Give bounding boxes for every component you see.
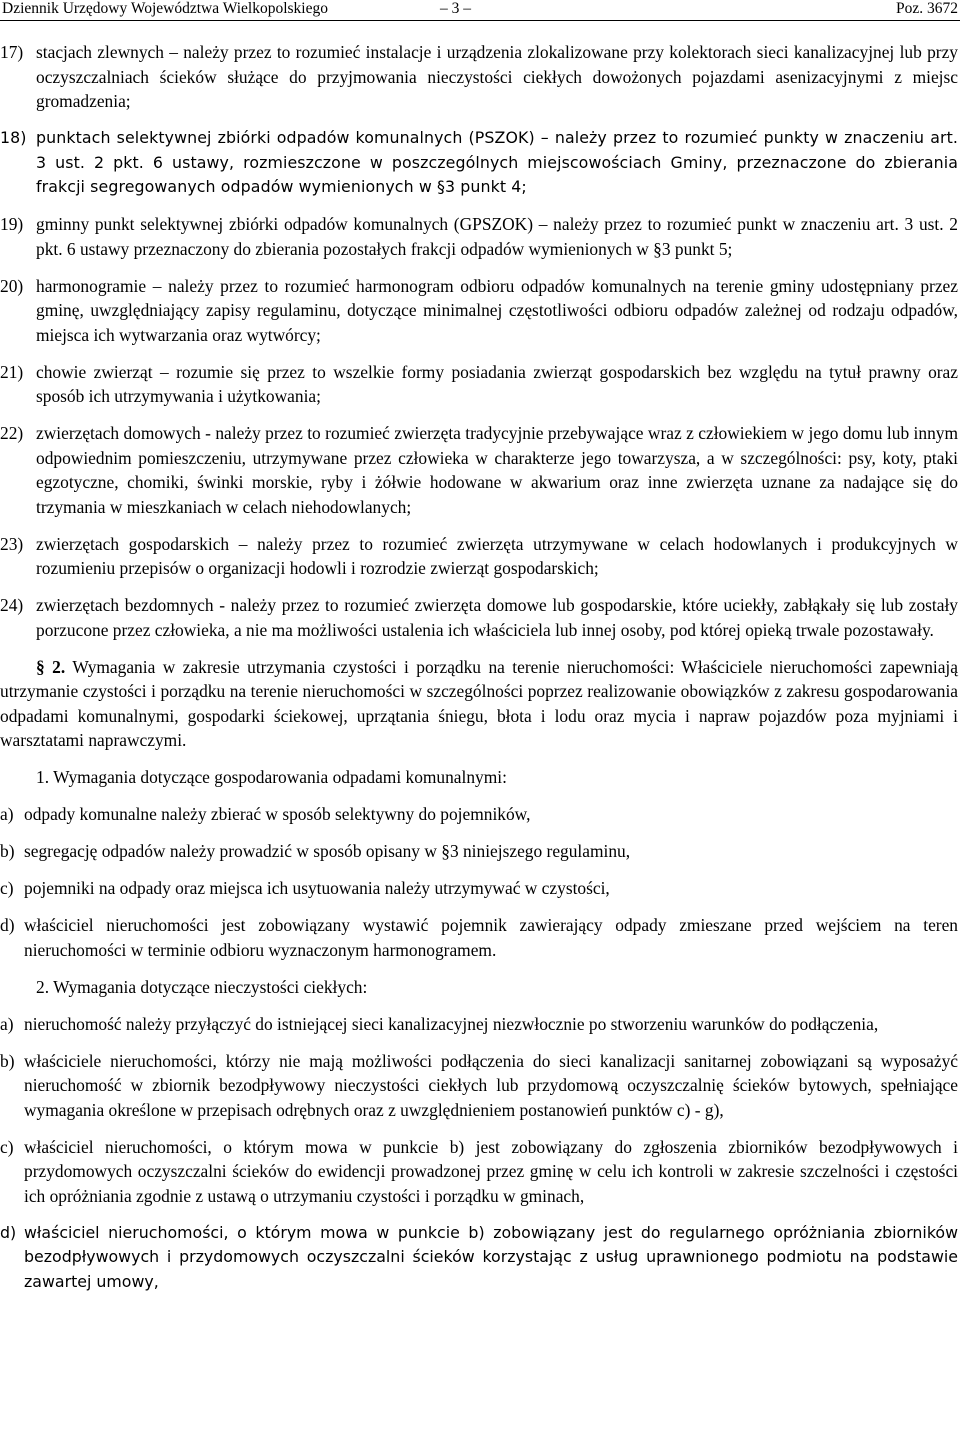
item-letter: c) [0,1136,14,1157]
definition-item-20 [0,274,958,348]
item-text: właściciele nieruchomości, którzy nie mają możliwości podłączenia do sieci kanalizacji sanitarnej zobowiązani są wyposażyć nieruchomość w zbiornik bezodpływowy nieczystości ciekłych lub przydomową oczyszczalnię ścieków bytowych, spełniające wymagania określone w przepisach odrębnych oraz z uwzględnieniem postanowień punktów c) - g), [24,1050,958,1120]
item-text: właściciel nieruchomości, o którym mowa w punkcie b) jest zobowiązany do zgłoszenia zbiorników bezodpływowych i przydomowych oczyszczalni ścieków do ewidencji prowadzonej przez gminę w celu ich kontroli w zakresie szczelności i częstości ich opróżniania zgodnie z ustawą o utrzymaniu czystości i porządku w gminach, [24,1136,958,1206]
page-number: – 3 – [440,0,471,17]
definition-text: harmonogramie – należy przez to rozumieć harmonogram odbioru odpadów komunalnych na terenie gminy udostępniany przez gminę, uwzględniający zapisy regulaminu, dotyczące minimalnej częstotliwości odbioru odpadów zależnej od rodzaju odpadów, miejsca ich wytwarzania oraz wytwórcy; [36,275,958,345]
page-header [0,0,960,20]
item-letter: b) [0,841,15,861]
subsection-1-item-d [0,913,958,962]
item-text: segregację odpadów należy prowadzić w sposób opisany w §3 niniejszego regulaminu, [24,841,631,861]
item-letter: a) [0,804,14,824]
header-rule [0,20,960,21]
document-body [0,40,958,1307]
section-2-text: Wymagania w zakresie utrzymania czystości i porządku na terenie nieruchomości: Właściciele nieruchomości zapewniają utrzymanie czystości i porządku na terenie nieruchomości w szczególności poprzez realizowanie obowiązków z zakresu gospodarowania odpadami komunalnymi, gospodarki ściekowej, uprzątania śniegu, błota i lodu oraz mycia i napraw pojazdów poza myjniami i warsztatami naprawczymi. [0,656,958,750]
item-letter: b) [0,1050,15,1071]
subsection-2-item-c [0,1135,958,1209]
definition-number: 22) [0,423,24,443]
definition-item-24 [0,593,958,642]
item-letter: d) [0,1222,17,1242]
definition-number: 20) [0,275,24,296]
definition-text: zwierzętach domowych - należy przez to rozumieć zwierzęta tradycyjnie przebywające wraz z człowiekiem w jego domu lub innym odpowiednim pomieszczeniu, utrzymywane przez człowieka w charakterze jego towarzysza, a w szczególności: psy, koty, ptaki egzotyczne, chomiki, świnki morskie, ryby i żółwie hodowane w akwarium oraz inne zwierzęta uznane za nadające się do trzymania w mieszkaniach w celach niehodowlanych; [36,423,958,517]
definition-item-23 [0,532,958,581]
item-text: pojemniki na odpady oraz miejsca ich usytuowania należy utrzymywać w czystości, [24,878,610,898]
journal-title: Dziennik Urzędowy Województwa Wielkopolskiego [2,0,328,17]
item-letter: a) [0,1013,14,1034]
definition-item-19 [0,212,958,261]
definition-number: 19) [0,214,24,234]
subsection-1-item-b [0,839,958,864]
subsection-1-item-a [0,802,958,827]
definition-text: punktach selektywnej zbiórki odpadów komunalnych (PSZOK) – należy przez to rozumieć punkty w znaczeniu art. 3 ust. 2 pkt. 6 ustawy, rozmieszczone w poszczególnych miejscowościach Gminy, przeznaczone do zbierania frakcji segregowanych odpadów wymienionych w §3 punkt 4; [36,128,958,196]
definition-text: zwierzętach bezdomnych - należy przez to rozumieć zwierzęta domowe lub gospodarskie, które uciekły, zabłąkały się lub zostały porzucone przez człowieka, a nie ma możliwości ustalenia ich właściciela lub innej osoby, pod której opieką trwale pozostawały. [36,595,958,640]
definition-item-22 [0,421,958,519]
position-number: Poz. 3672 [896,0,958,17]
item-text: właściciel nieruchomości, o którym mowa w punkcie b) zobowiązany jest do regularnego opróżniania zbiorników bezodpływowych i przydomowych oczyszczalni ścieków korzystając z usług uprawnionego podmiotu na podstawie zawartej umowy, [24,1222,958,1291]
subsection-2-heading: 2. Wymagania dotyczące nieczystości ciekłych: [36,976,368,997]
item-text: właściciel nieruchomości jest zobowiązany wystawić pojemnik zawierający odpady zmieszane przed wejściem na teren nieruchomości w terminie odbioru wyznaczonym harmonogramem. [24,915,958,960]
definition-text: gminny punkt selektywnej zbiórki odpadów komunalnych (GPSZOK) – należy przez to rozumieć punkt w znaczeniu art. 3 ust. 2 pkt. 6 ustawy przeznaczony do zbierania pozostałych frakcji odpadów wymienionych w §3 punkt 5; [36,214,958,259]
definition-item-17 [0,40,958,114]
subsection-2-item-b [0,1049,958,1123]
item-letter: c) [0,878,14,898]
definition-item-18 [0,126,958,200]
item-letter: d) [0,915,15,935]
item-text: odpady komunalne należy zbierać w sposób selektywny do pojemników, [24,804,531,824]
definition-text: stacjach zlewnych – należy przez to rozumieć instalacje i urządzenia zlokalizowane przy kolektorach sieci kanalizacyjnej lub przy oczyszczalniach ścieków służące do przyjmowania nieczystości ciekłych dowożonych pojazdami asenizacyjnymi z miejsc gromadzenia; [36,42,958,111]
subsection-2-item-a [0,1012,958,1037]
definition-number: 21) [0,361,24,382]
definition-item-21 [0,360,958,409]
subsection-2-item-d [0,1221,958,1295]
definition-number: 24) [0,595,24,615]
definition-text: zwierzętach gospodarskich – należy przez to rozumieć zwierzęta utrzymywane w celach hodowlanych i produkcyjnych w rozumieniu przepisów o organizacji hodowli i rozrodzie zwierząt gospodarskich; [36,533,958,578]
definition-text: chowie zwierząt – rozumie się przez to wszelkie formy posiadania zwierząt gospodarskich bez względu na tytuł prawny oraz sposób ich utrzymywania i użytkowania; [36,361,958,406]
definition-number: 18) [0,128,27,147]
definition-number: 17) [0,42,24,62]
section-2-paragraph [0,655,958,753]
subsection-1-heading: 1. Wymagania dotyczące gospodarowania odpadami komunalnymi: [36,767,507,787]
definition-number: 23) [0,533,24,554]
item-text: nieruchomość należy przyłączyć do istniejącej sieci kanalizacyjnej niezwłocznie po stworzeniu warunków do podłączenia, [24,1013,879,1034]
subsection-1-item-c [0,876,958,901]
section-2-label: § 2. [36,656,66,677]
